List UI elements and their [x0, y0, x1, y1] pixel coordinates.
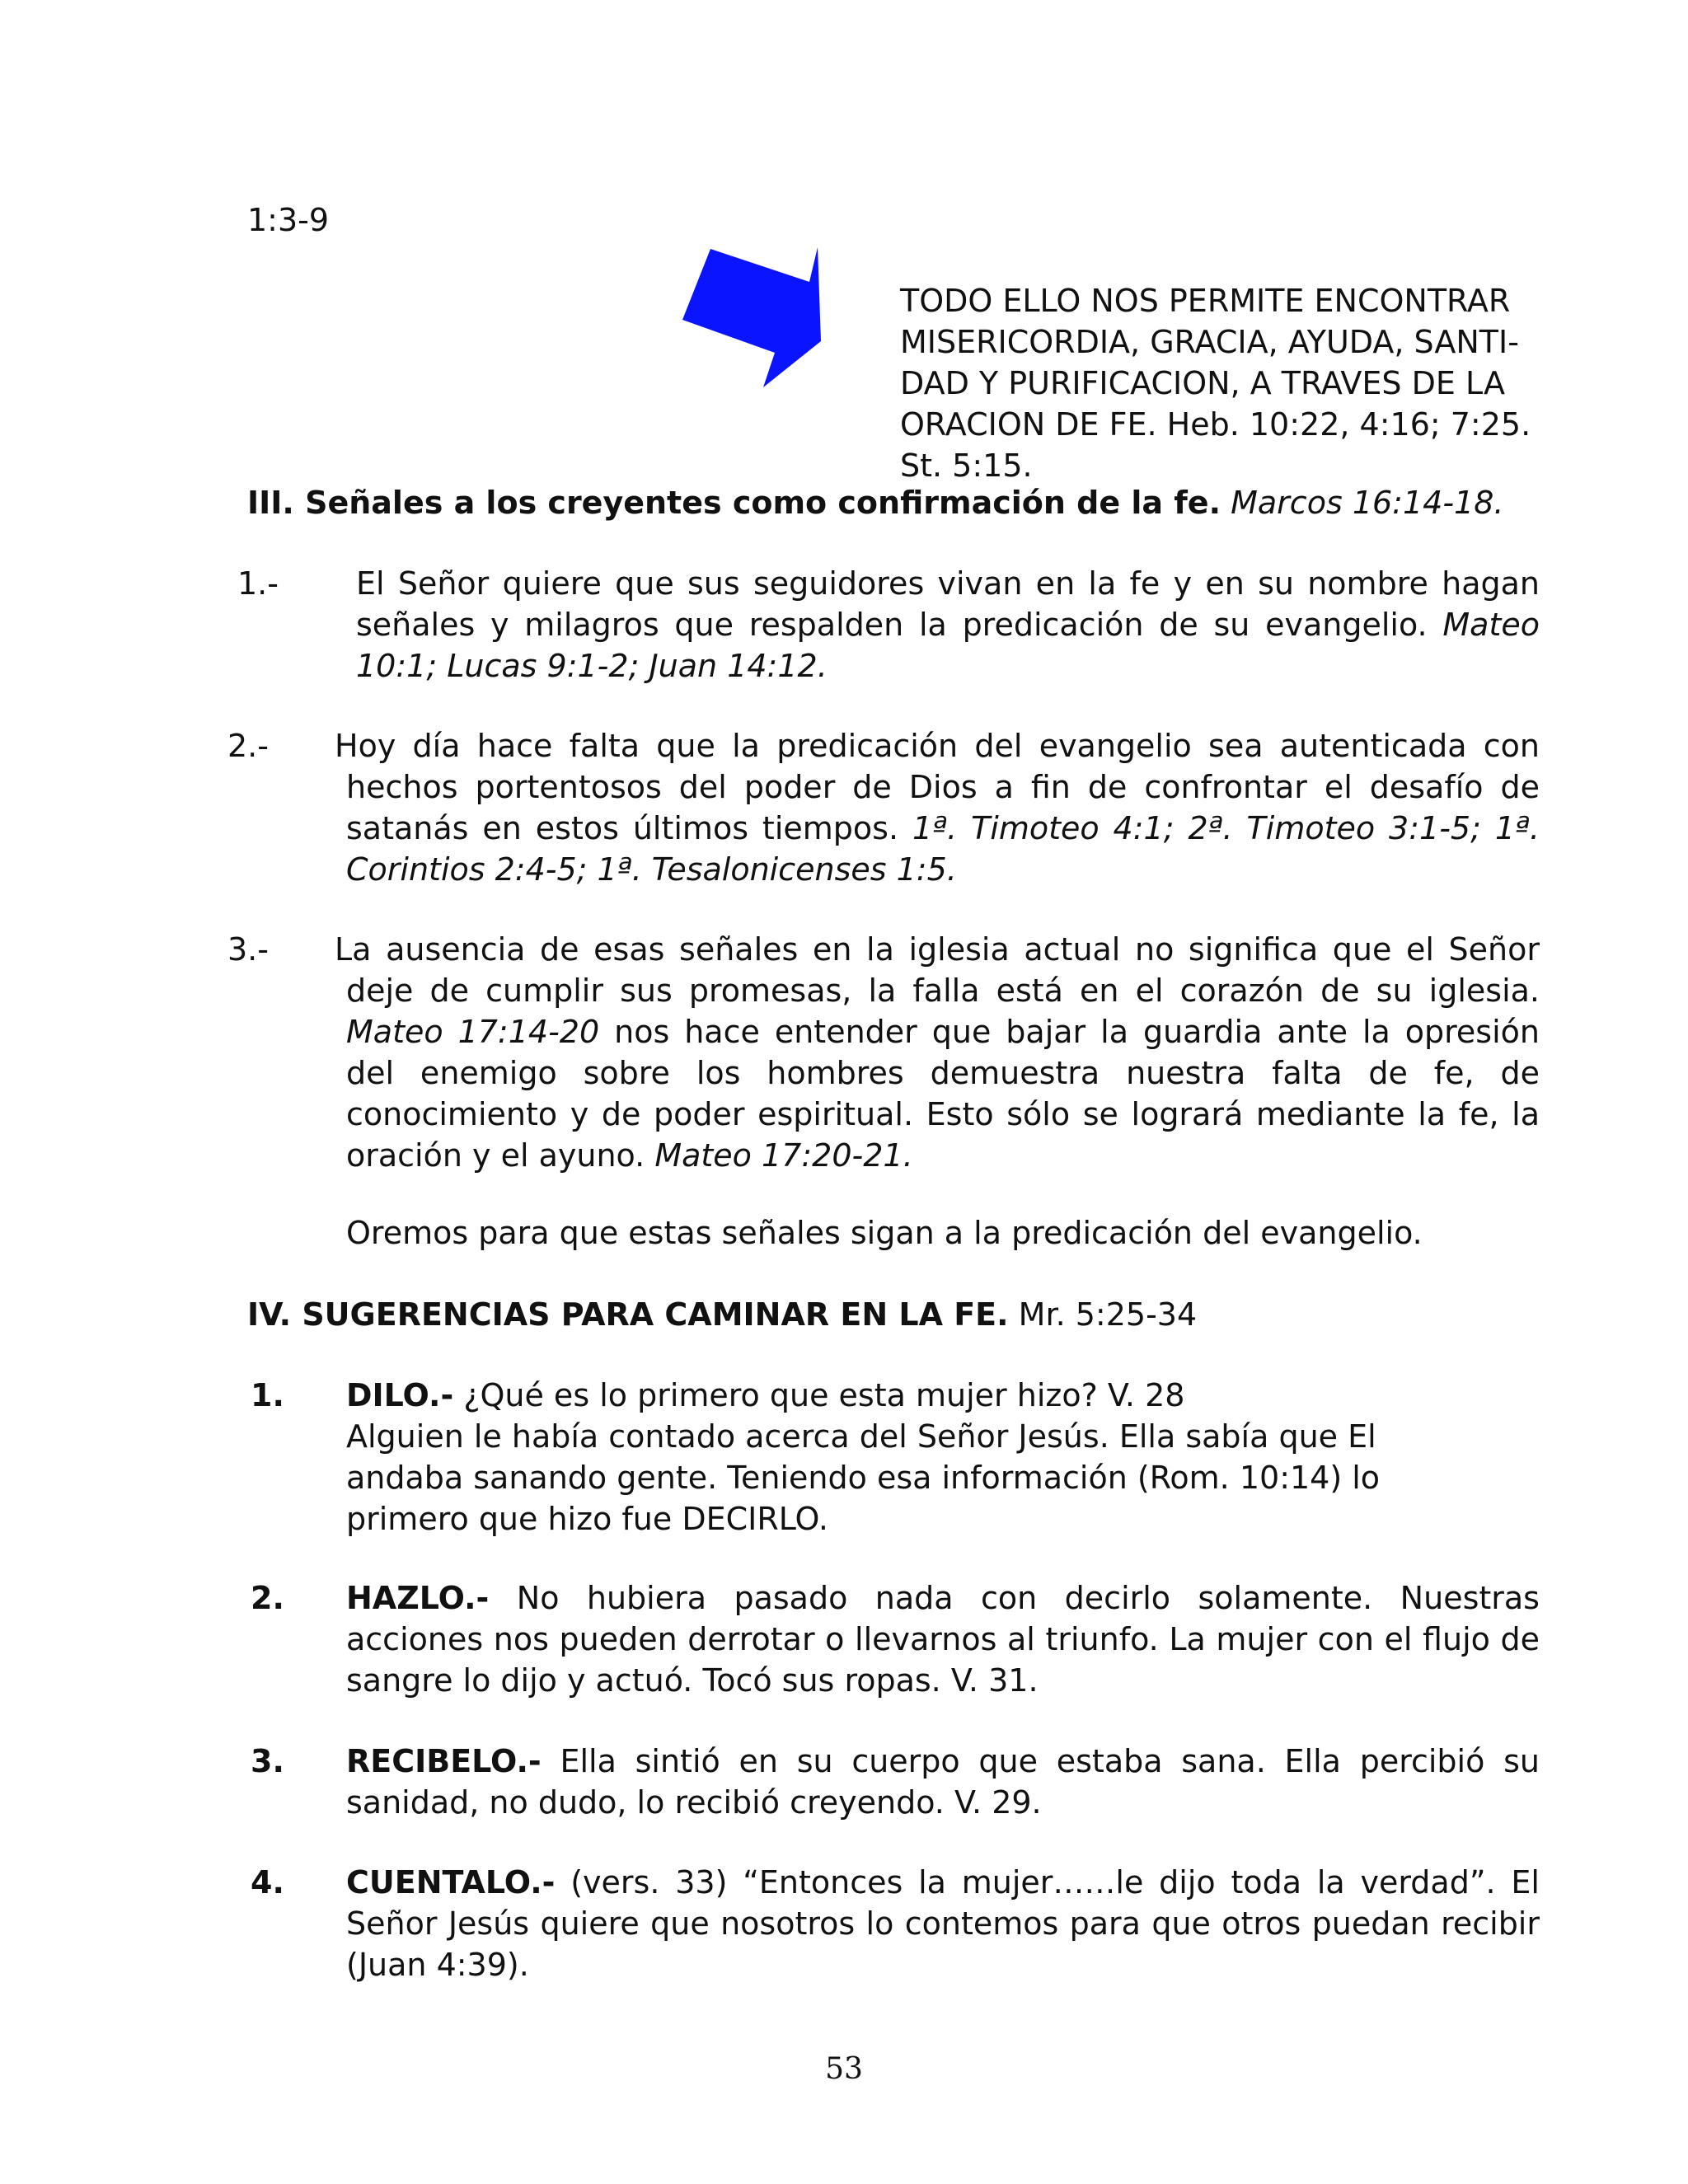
callout-box: [900, 280, 1543, 486]
item-number: 4.: [251, 1864, 284, 1900]
item-number: 3.: [251, 1743, 284, 1779]
item-number: 1.: [251, 1377, 284, 1413]
item-text: nos hace entender que bajar la guardia ante la opresión del enemigo sobre los hombres demuestra nuestra falta de fe, de conocimiento y de poder espiritual. Esto sólo se logrará mediante la fe, la oración y el ayuno.: [346, 1014, 1540, 1174]
closing-line: Oremos para que estas señales sigan a la predicación del evangelio.: [346, 1215, 1423, 1251]
suggestion-item: [251, 1862, 1540, 1985]
item-ref: Mateo 17:14-20: [346, 1014, 600, 1050]
item-text: El Señor quiere que sus seguidores vivan en la fe y en su nombre hagan señales y milagros que respalden la predicación de su evangelio.: [356, 565, 1540, 643]
item-text: No hubiera pasado nada con decirlo solamente. Nuestras acciones nos pueden derrotar o llevarnos al triunfo. La mujer con el flujo de sangre lo dijo y actuó. Tocó sus ropas. V. 31.: [346, 1580, 1540, 1699]
item-number: 2.: [251, 1580, 284, 1616]
section-3-ref: Marcos 16:14-18.: [1231, 485, 1504, 521]
suggestion-item: [251, 1577, 1540, 1701]
suggestion-item: [251, 1375, 1540, 1540]
item-text: (vers. 33) “Entonces la mujer……le dijo toda la verdad”. El Señor Jesús quiere que nosotros lo contemos para que otros puedan recibir (Juan 4:39).: [346, 1864, 1540, 1983]
item-number: 2.-: [227, 728, 269, 764]
top-reference: 1:3-9: [247, 202, 330, 238]
section-4-title: IV. SUGERENCIAS PARA CAMINAR EN LA FE.: [247, 1296, 1009, 1333]
list-item: [237, 563, 1540, 687]
callout-line: DAD Y PURIFICACION, A TRAVES DE LA: [900, 365, 1506, 401]
item-text: Ella sintió en su cuerpo que estaba sana. Ella percibió su sanidad, no dudo, lo recibió creyendo. V. 29.: [346, 1743, 1540, 1821]
item-number: 3.-: [227, 931, 269, 968]
item-title: RECIBELO.-: [346, 1743, 542, 1779]
section-3-heading: [247, 482, 1550, 523]
item-title: CUENTALO.-: [346, 1864, 556, 1900]
item-ref: Mateo 17:20-21.: [654, 1137, 913, 1174]
callout-line: St. 5:15.: [900, 448, 1033, 484]
item-text: primero que hizo fue DECIRLO.: [346, 1501, 828, 1537]
section-3-title: III. Señales a los creyentes como confirmación de la fe.: [247, 485, 1221, 521]
arrow-icon: [682, 247, 829, 392]
callout-line: ORACION DE FE. Heb. 10:22, 4:16; 7:25.: [900, 406, 1531, 443]
item-title: HAZLO.-: [346, 1580, 490, 1616]
section-4-heading: [247, 1294, 1550, 1335]
list-item: [227, 725, 1540, 890]
item-number: 1.-: [237, 565, 279, 602]
item-title: DILO.-: [346, 1377, 454, 1413]
suggestion-item: [251, 1741, 1540, 1823]
section-4-ref: Mr. 5:25-34: [1018, 1296, 1198, 1333]
item-text: La ausencia de esas señales en la iglesia actual no significa que el Señor deje de cumplir sus promesas, la falla está en el corazón de su iglesia.: [335, 931, 1540, 1009]
list-item: [227, 929, 1540, 1176]
item-ref: 1ª. Timoteo 4:1; 2ª. Timoteo 3:1-5; 1ª. Corintios 2:4-5; 1ª. Tesalonicenses 1:5.: [346, 810, 1540, 888]
item-ref: Mateo 10:1; Lucas 9:1-2; Juan 14:12.: [356, 607, 1540, 684]
callout-line: MISERICORDIA, GRACIA, AYUDA, SANTI-: [900, 324, 1519, 360]
item-text: Alguien le había contado acerca del Señor Jesús. Ella sabía que El: [346, 1418, 1376, 1455]
page-number: 53: [825, 2052, 863, 2086]
callout-line: TODO ELLO NOS PERMITE ENCONTRAR: [900, 283, 1511, 319]
item-text: ¿Qué es lo primero que esta mujer hizo? V. 28: [463, 1377, 1185, 1413]
item-text: andaba sanando gente. Teniendo esa información (Rom. 10:14) lo: [346, 1460, 1381, 1496]
item-text: Hoy día hace falta que la predicación del evangelio sea autenticada con hechos portentosos del poder de Dios a fin de confrontar el desafío de satanás en estos últimos tiempos.: [335, 728, 1540, 846]
